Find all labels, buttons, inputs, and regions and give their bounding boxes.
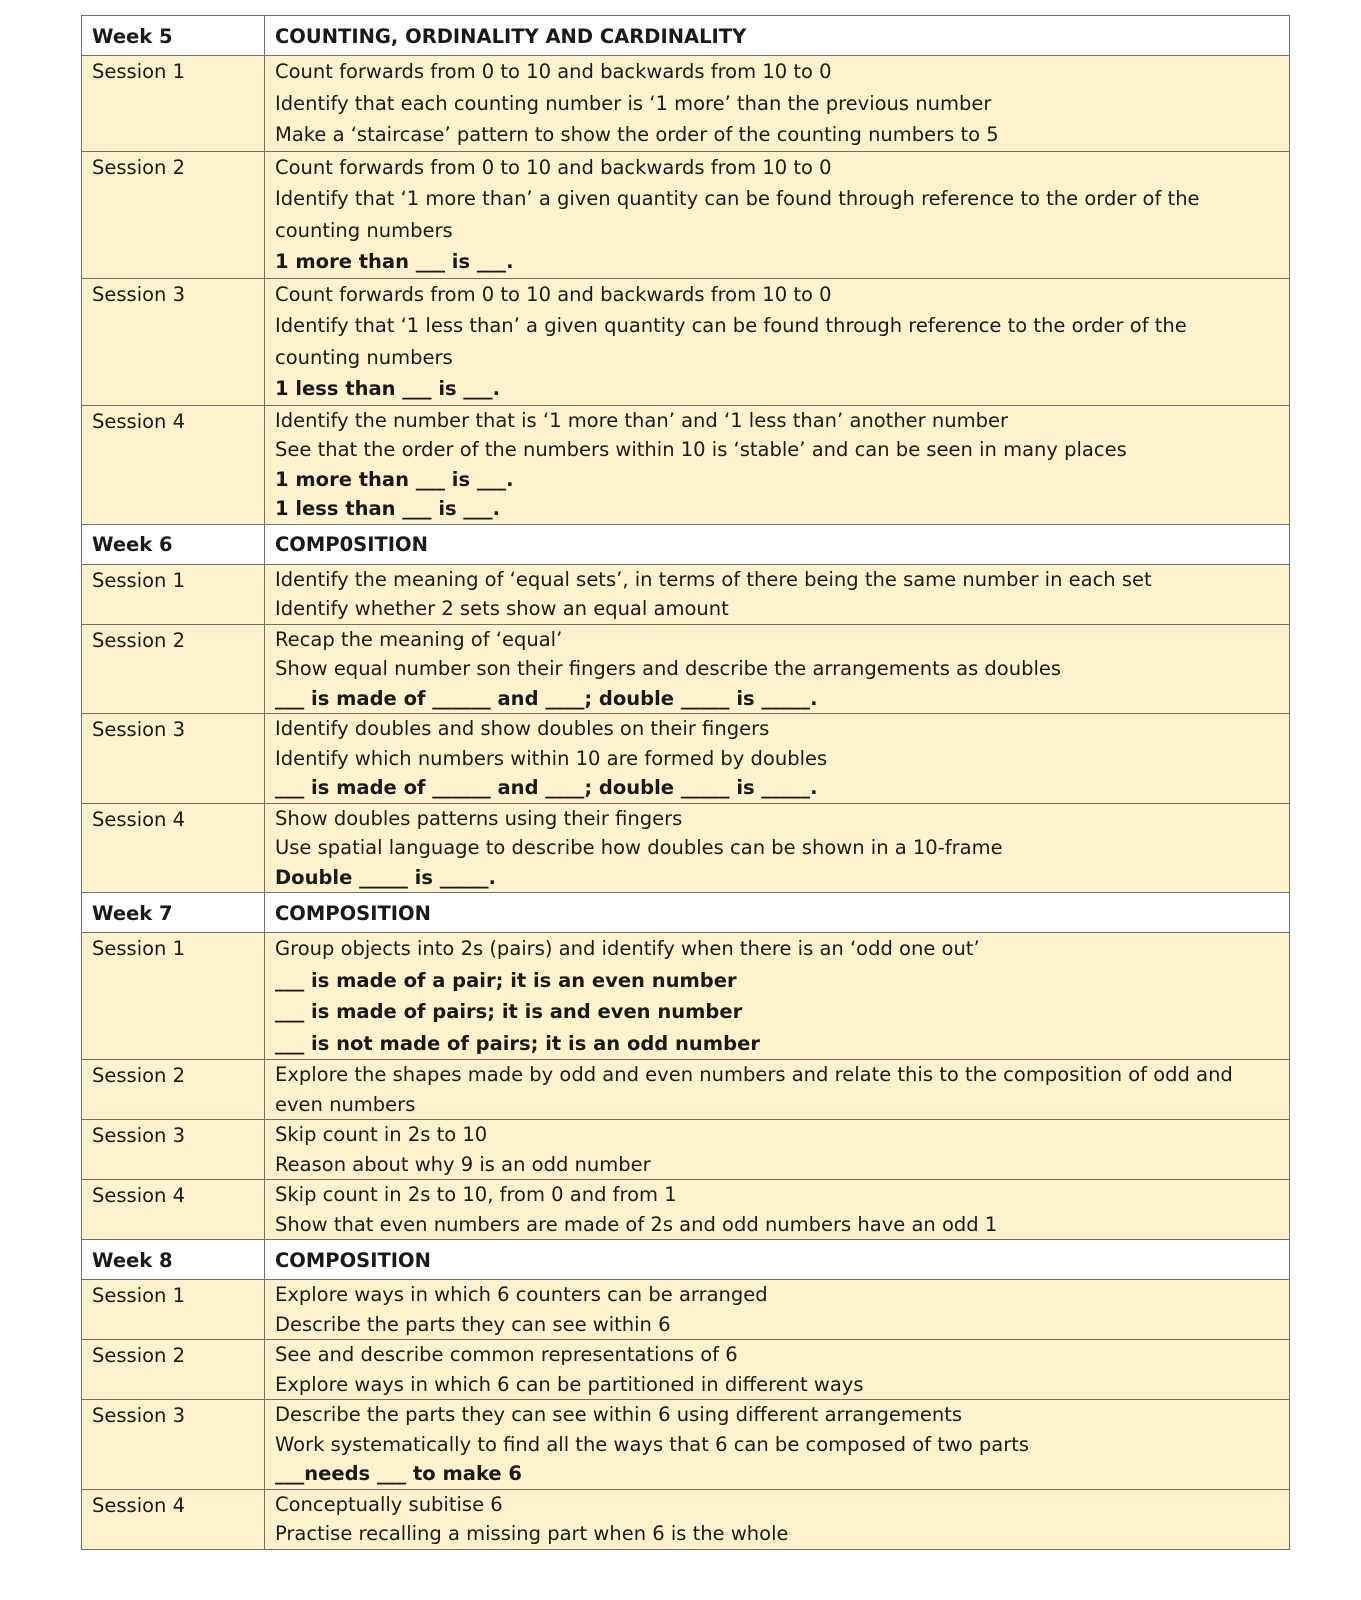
session-label: Session 1 bbox=[82, 933, 265, 1060]
objective-line: counting numbers bbox=[275, 218, 453, 242]
session-label: Session 2 bbox=[82, 1340, 265, 1400]
objective-line: Explore ways in which 6 can be partitioned in different ways bbox=[275, 1372, 864, 1396]
objective-line: Count forwards from 0 to 10 and backwards from 10 to 0 bbox=[275, 155, 832, 179]
session-content bbox=[265, 1280, 1290, 1340]
session-row bbox=[82, 1060, 1290, 1120]
session-label: Session 1 bbox=[82, 56, 265, 152]
objective-line: Show equal number son their fingers and describe the arrangements as doubles bbox=[275, 657, 1062, 680]
session-row bbox=[82, 151, 1290, 278]
session-content bbox=[265, 278, 1290, 405]
session-row bbox=[82, 714, 1290, 804]
session-row bbox=[82, 803, 1290, 893]
objective-line: Recap the meaning of ‘equal’ bbox=[275, 627, 563, 651]
session-label: Session 1 bbox=[82, 564, 265, 624]
session-row bbox=[82, 1340, 1290, 1400]
session-row bbox=[82, 1180, 1290, 1240]
session-row bbox=[82, 405, 1290, 524]
session-row bbox=[82, 278, 1290, 405]
session-row bbox=[82, 1120, 1290, 1180]
objective-line: counting numbers bbox=[275, 345, 453, 369]
session-content bbox=[265, 1400, 1290, 1490]
sentence-stem: ___ is made of pairs; it is and even number bbox=[275, 1000, 743, 1023]
session-label: Session 3 bbox=[82, 1400, 265, 1490]
session-row bbox=[82, 1280, 1290, 1340]
session-row bbox=[82, 564, 1290, 624]
session-content bbox=[265, 56, 1290, 152]
session-row bbox=[82, 1489, 1290, 1549]
sentence-stem: ___ is made of ______ and ____; double _____ is _____. bbox=[275, 776, 818, 799]
objective-line: See that the order of the numbers within 10 is ‘stable’ and can be seen in many places bbox=[275, 438, 1127, 461]
session-label: Session 4 bbox=[82, 405, 265, 524]
objective-line: Identify doubles and show doubles on their fingers bbox=[275, 717, 770, 740]
session-row bbox=[82, 933, 1290, 1060]
objective-line: Practise recalling a missing part when 6 is the whole bbox=[275, 1522, 789, 1545]
session-content bbox=[265, 1180, 1290, 1240]
objective-line: even numbers bbox=[275, 1092, 416, 1116]
session-content bbox=[265, 1120, 1290, 1180]
session-label: Session 4 bbox=[82, 1489, 265, 1549]
session-label: Session 3 bbox=[82, 278, 265, 405]
sentence-stem: ___ is not made of pairs; it is an odd number bbox=[275, 1031, 760, 1055]
week-topic: COMP0SITION bbox=[265, 524, 1290, 564]
week-label: Week 7 bbox=[82, 893, 265, 933]
session-content bbox=[265, 564, 1290, 624]
objective-line: Identify that each counting number is ‘1 more’ than the previous number bbox=[275, 91, 992, 115]
objective-line: Skip count in 2s to 10 bbox=[275, 1123, 488, 1146]
objective-line: Identify which numbers within 10 are formed by doubles bbox=[275, 746, 828, 770]
week-topic: COUNTING, ORDINALITY AND CARDINALITY bbox=[265, 16, 1290, 56]
sentence-stem: ___ is made of ______ and ____; double _____ is _____. bbox=[275, 686, 818, 710]
week-label: Week 6 bbox=[82, 524, 265, 564]
session-content bbox=[265, 714, 1290, 804]
curriculum-table-container bbox=[81, 15, 1289, 1550]
sentence-stem: 1 more than ___ is ___. bbox=[275, 250, 514, 273]
week-header-row bbox=[82, 524, 1290, 564]
objective-line: See and describe common representations of 6 bbox=[275, 1343, 738, 1366]
session-content bbox=[265, 1060, 1290, 1120]
objective-line: Reason about why 9 is an odd number bbox=[275, 1152, 651, 1176]
objective-line: Describe the parts they can see within 6 bbox=[275, 1312, 671, 1336]
objective-line: Count forwards from 0 to 10 and backwards from 10 to 0 bbox=[275, 282, 832, 306]
objective-line: Explore the shapes made by odd and even numbers and relate this to the composition of odd and bbox=[275, 1063, 1233, 1086]
objective-line: Work systematically to find all the ways that 6 can be composed of two parts bbox=[275, 1432, 1030, 1456]
sentence-stem: 1 more than ___ is ___. bbox=[275, 467, 514, 491]
week-header-row bbox=[82, 1240, 1290, 1280]
session-content bbox=[265, 151, 1290, 278]
objective-line: Identify that ‘1 more than’ a given quantity can be found through reference to the order of the bbox=[275, 187, 1200, 210]
session-row bbox=[82, 1400, 1290, 1490]
sentence-stem: 1 less than ___ is ___. bbox=[275, 497, 501, 520]
week-header-row bbox=[82, 893, 1290, 933]
session-label: Session 1 bbox=[82, 1280, 265, 1340]
objective-line: Identify the meaning of ‘equal sets’, in terms of there being the same number in each set bbox=[275, 567, 1152, 591]
session-content bbox=[265, 803, 1290, 893]
objective-line: Skip count in 2s to 10, from 0 and from 1 bbox=[275, 1183, 677, 1206]
sentence-stem: Double _____ is _____. bbox=[275, 865, 496, 889]
sentence-stem: 1 less than ___ is ___. bbox=[275, 377, 501, 400]
objective-line: Show that even numbers are made of 2s and odd numbers have an odd 1 bbox=[275, 1212, 998, 1236]
curriculum-table bbox=[81, 15, 1290, 1550]
objective-line: Conceptually subitise 6 bbox=[275, 1492, 503, 1516]
sentence-stem: ___ is made of a pair; it is an even number bbox=[275, 968, 737, 992]
session-label: Session 4 bbox=[82, 1180, 265, 1240]
objective-line: Describe the parts they can see within 6 using different arrangements bbox=[275, 1403, 963, 1426]
session-label: Session 3 bbox=[82, 714, 265, 804]
session-label: Session 4 bbox=[82, 803, 265, 893]
session-content bbox=[265, 933, 1290, 1060]
session-row bbox=[82, 56, 1290, 152]
objective-line: Identify that ‘1 less than’ a given quantity can be found through reference to the order of the bbox=[275, 314, 1187, 337]
objective-line: Make a ‘staircase’ pattern to show the order of the counting numbers to 5 bbox=[275, 123, 999, 146]
objective-line: Use spatial language to describe how doubles can be shown in a 10-frame bbox=[275, 836, 1003, 859]
week-label: Week 8 bbox=[82, 1240, 265, 1280]
objective-line: Identify whether 2 sets show an equal amount bbox=[275, 597, 729, 620]
week-label: Week 5 bbox=[82, 16, 265, 56]
session-row bbox=[82, 624, 1290, 714]
session-label: Session 3 bbox=[82, 1120, 265, 1180]
session-label: Session 2 bbox=[82, 1060, 265, 1120]
session-content bbox=[265, 1340, 1290, 1400]
week-header-row bbox=[82, 16, 1290, 56]
session-label: Session 2 bbox=[82, 624, 265, 714]
objective-line: Show doubles patterns using their fingers bbox=[275, 806, 683, 830]
week-topic: COMPOSITION bbox=[265, 1240, 1290, 1280]
objective-line: Explore ways in which 6 counters can be arranged bbox=[275, 1283, 768, 1306]
session-label: Session 2 bbox=[82, 151, 265, 278]
objective-line: Identify the number that is ‘1 more than’ and ‘1 less than’ another number bbox=[275, 408, 1009, 432]
session-content bbox=[265, 624, 1290, 714]
sentence-stem: ___needs ___ to make 6 bbox=[275, 1462, 522, 1485]
session-content bbox=[265, 405, 1290, 524]
objective-line: Group objects into 2s (pairs) and identify when there is an ‘odd one out’ bbox=[275, 937, 980, 960]
session-content bbox=[265, 1489, 1290, 1549]
objective-line: Count forwards from 0 to 10 and backwards from 10 to 0 bbox=[275, 60, 832, 83]
week-topic: COMPOSITION bbox=[265, 893, 1290, 933]
